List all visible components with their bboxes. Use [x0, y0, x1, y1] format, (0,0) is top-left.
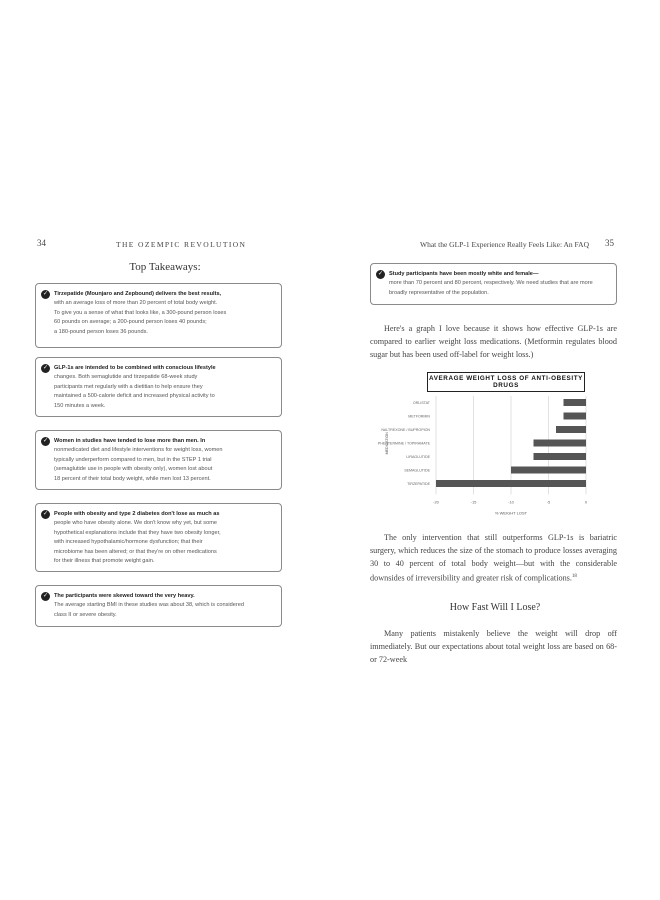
takeaway-line: To give you a sense of what that looks like, a 300-pound person loses	[54, 309, 227, 316]
bar	[564, 413, 587, 420]
subheading: How Fast Will I Lose?	[449, 602, 541, 613]
takeaway-box	[35, 585, 282, 627]
bar	[534, 440, 587, 447]
takeaway-line: 60 pounds on average; a 200-pound person loses 40 pounds;	[54, 319, 207, 326]
takeaway-line: class II or severe obesity.	[54, 611, 117, 618]
takeaway-line: people who have obesity alone. We don't know why yet, but some	[54, 520, 217, 527]
running-head: THE OZEMPIC REVOLUTION	[116, 240, 247, 249]
takeaway-line: maintained a 500-calorie deficit and increased physical activity to	[54, 393, 215, 400]
footnote-marker: 18	[571, 574, 577, 579]
bar	[436, 480, 586, 487]
y-axis-label: MEDICATION	[385, 432, 389, 455]
takeaway-line: nonmedicated diet and lifestyle interventions for weight loss, women	[54, 447, 223, 454]
paragraph-text: The only intervention that still outperforms GLP-1s is bariatric surgery, which reduces the size of the stomach to produce losses averaging 30 to 40 percent of total body weight—but with the considerable downsides of irreversibility and greater risk of complications.	[370, 533, 617, 583]
section-title: Top Takeaways:	[129, 261, 201, 273]
takeaway-line: hypothetical explanations include that they have two obesity longer,	[54, 529, 221, 536]
x-tick-label: 0	[584, 499, 588, 505]
category-label: LIRAGLUTIDE	[406, 455, 430, 459]
right-page	[330, 0, 660, 900]
x-tick-label: -5	[546, 499, 551, 505]
takeaway-line: (semaglutide use in people with obesity only), women lost about	[54, 466, 213, 473]
takeaway-lead: Tirzepatide (Mounjaro and Zepbound) delivers the best results,	[54, 291, 222, 297]
check-icon: ✓	[42, 291, 49, 297]
check-icon: ✓	[42, 511, 49, 517]
x-tick-label: -20	[433, 499, 439, 505]
x-tick-label: -15	[470, 499, 477, 505]
takeaway-lead: People with obesity and type 2 diabetes don't lose as much as	[54, 511, 220, 517]
takeaway-line: 150 minutes a week.	[54, 402, 106, 409]
bar	[511, 467, 586, 474]
callout-line: more than 70 percent and 80 percent, respectively. We need studies that are more	[389, 280, 593, 287]
body-paragraph: Here's a graph I love because it shows how effective GLP-1s are compared to earlier weight loss medications. (Metformin regulates blood sugar but has been used off-label for weight loss.)	[370, 324, 617, 359]
check-icon: ✓	[42, 438, 49, 444]
category-label: PHENTERMINE / TOPIRAMATE	[377, 441, 430, 446]
bar-chart	[330, 388, 660, 528]
callout-line: broadly representative of the population.	[389, 289, 489, 296]
takeaway-lead: The participants were skewed toward the very heavy.	[54, 593, 195, 599]
takeaway-lead: GLP-1s are intended to be combined with conscious lifestyle	[54, 365, 216, 371]
callout-lead: Study participants have been mostly white and female—	[389, 271, 539, 277]
takeaway-line: participants met regularly with a dietitian to help ensure they	[54, 383, 203, 390]
takeaway-line: for their illness that promote weight gain.	[54, 558, 155, 565]
takeaway-line: with increased hypothalamic/hormone dysfunction; that their	[54, 539, 203, 546]
body-paragraph: Many patients mistakenly believe the weight will drop off immediately. But our expectations about total weight loss are based on 68- or 72-week	[370, 629, 617, 664]
takeaway-line: changes. Both semaglutide and tirzepatide 68-week study	[54, 374, 198, 381]
takeaway-line: 18 percent of their total body weight, while men lost 13 percent.	[54, 475, 211, 482]
check-icon: ✓	[42, 593, 49, 599]
x-axis-label: % WEIGHT LOST	[494, 510, 528, 516]
x-tick-label: -10	[508, 499, 514, 505]
bar	[556, 426, 586, 433]
takeaway-box	[35, 430, 282, 490]
takeaway-line: microbiome has been altered; or that they're on other medications	[54, 548, 217, 555]
takeaway-line: a 180-pound person loses 36 pounds.	[54, 328, 148, 335]
takeaway-box	[35, 503, 282, 572]
check-icon: ✓	[42, 365, 49, 371]
bar	[534, 453, 587, 460]
chart-title: AVERAGE WEIGHT LOSS OF ANTI-OBESITY DRUGS	[427, 372, 585, 392]
takeaway-lead: Women in studies have tended to lose more than men. In	[54, 438, 206, 444]
category-label: TIRZEPATIDE	[407, 482, 430, 486]
category-label: SEMAGLUTIDE	[404, 468, 430, 473]
takeaway-line: typically underperform compared to men, but in the STEP 1 trial	[54, 456, 212, 463]
body-paragraph	[370, 531, 617, 585]
takeaway-line: The average starting BMI in these studies was about 38, which is considered	[54, 602, 244, 609]
takeaway-box	[35, 283, 282, 348]
running-head: What the GLP-1 Experience Really Feels Like: An FAQ	[420, 240, 589, 249]
category-label: METFORMIN	[408, 414, 430, 419]
check-icon: ✓	[377, 271, 384, 277]
takeaway-line: with an average loss of more than 20 percent of total body weight.	[54, 300, 218, 307]
callout-box	[370, 263, 617, 305]
takeaway-box	[35, 357, 282, 417]
page-number: 34	[37, 238, 46, 248]
category-label: NALTREXONE / BUPROPION	[381, 428, 430, 432]
bar	[564, 399, 587, 406]
category-label: ORLISTAT	[412, 401, 430, 405]
page-number: 35	[605, 238, 614, 248]
